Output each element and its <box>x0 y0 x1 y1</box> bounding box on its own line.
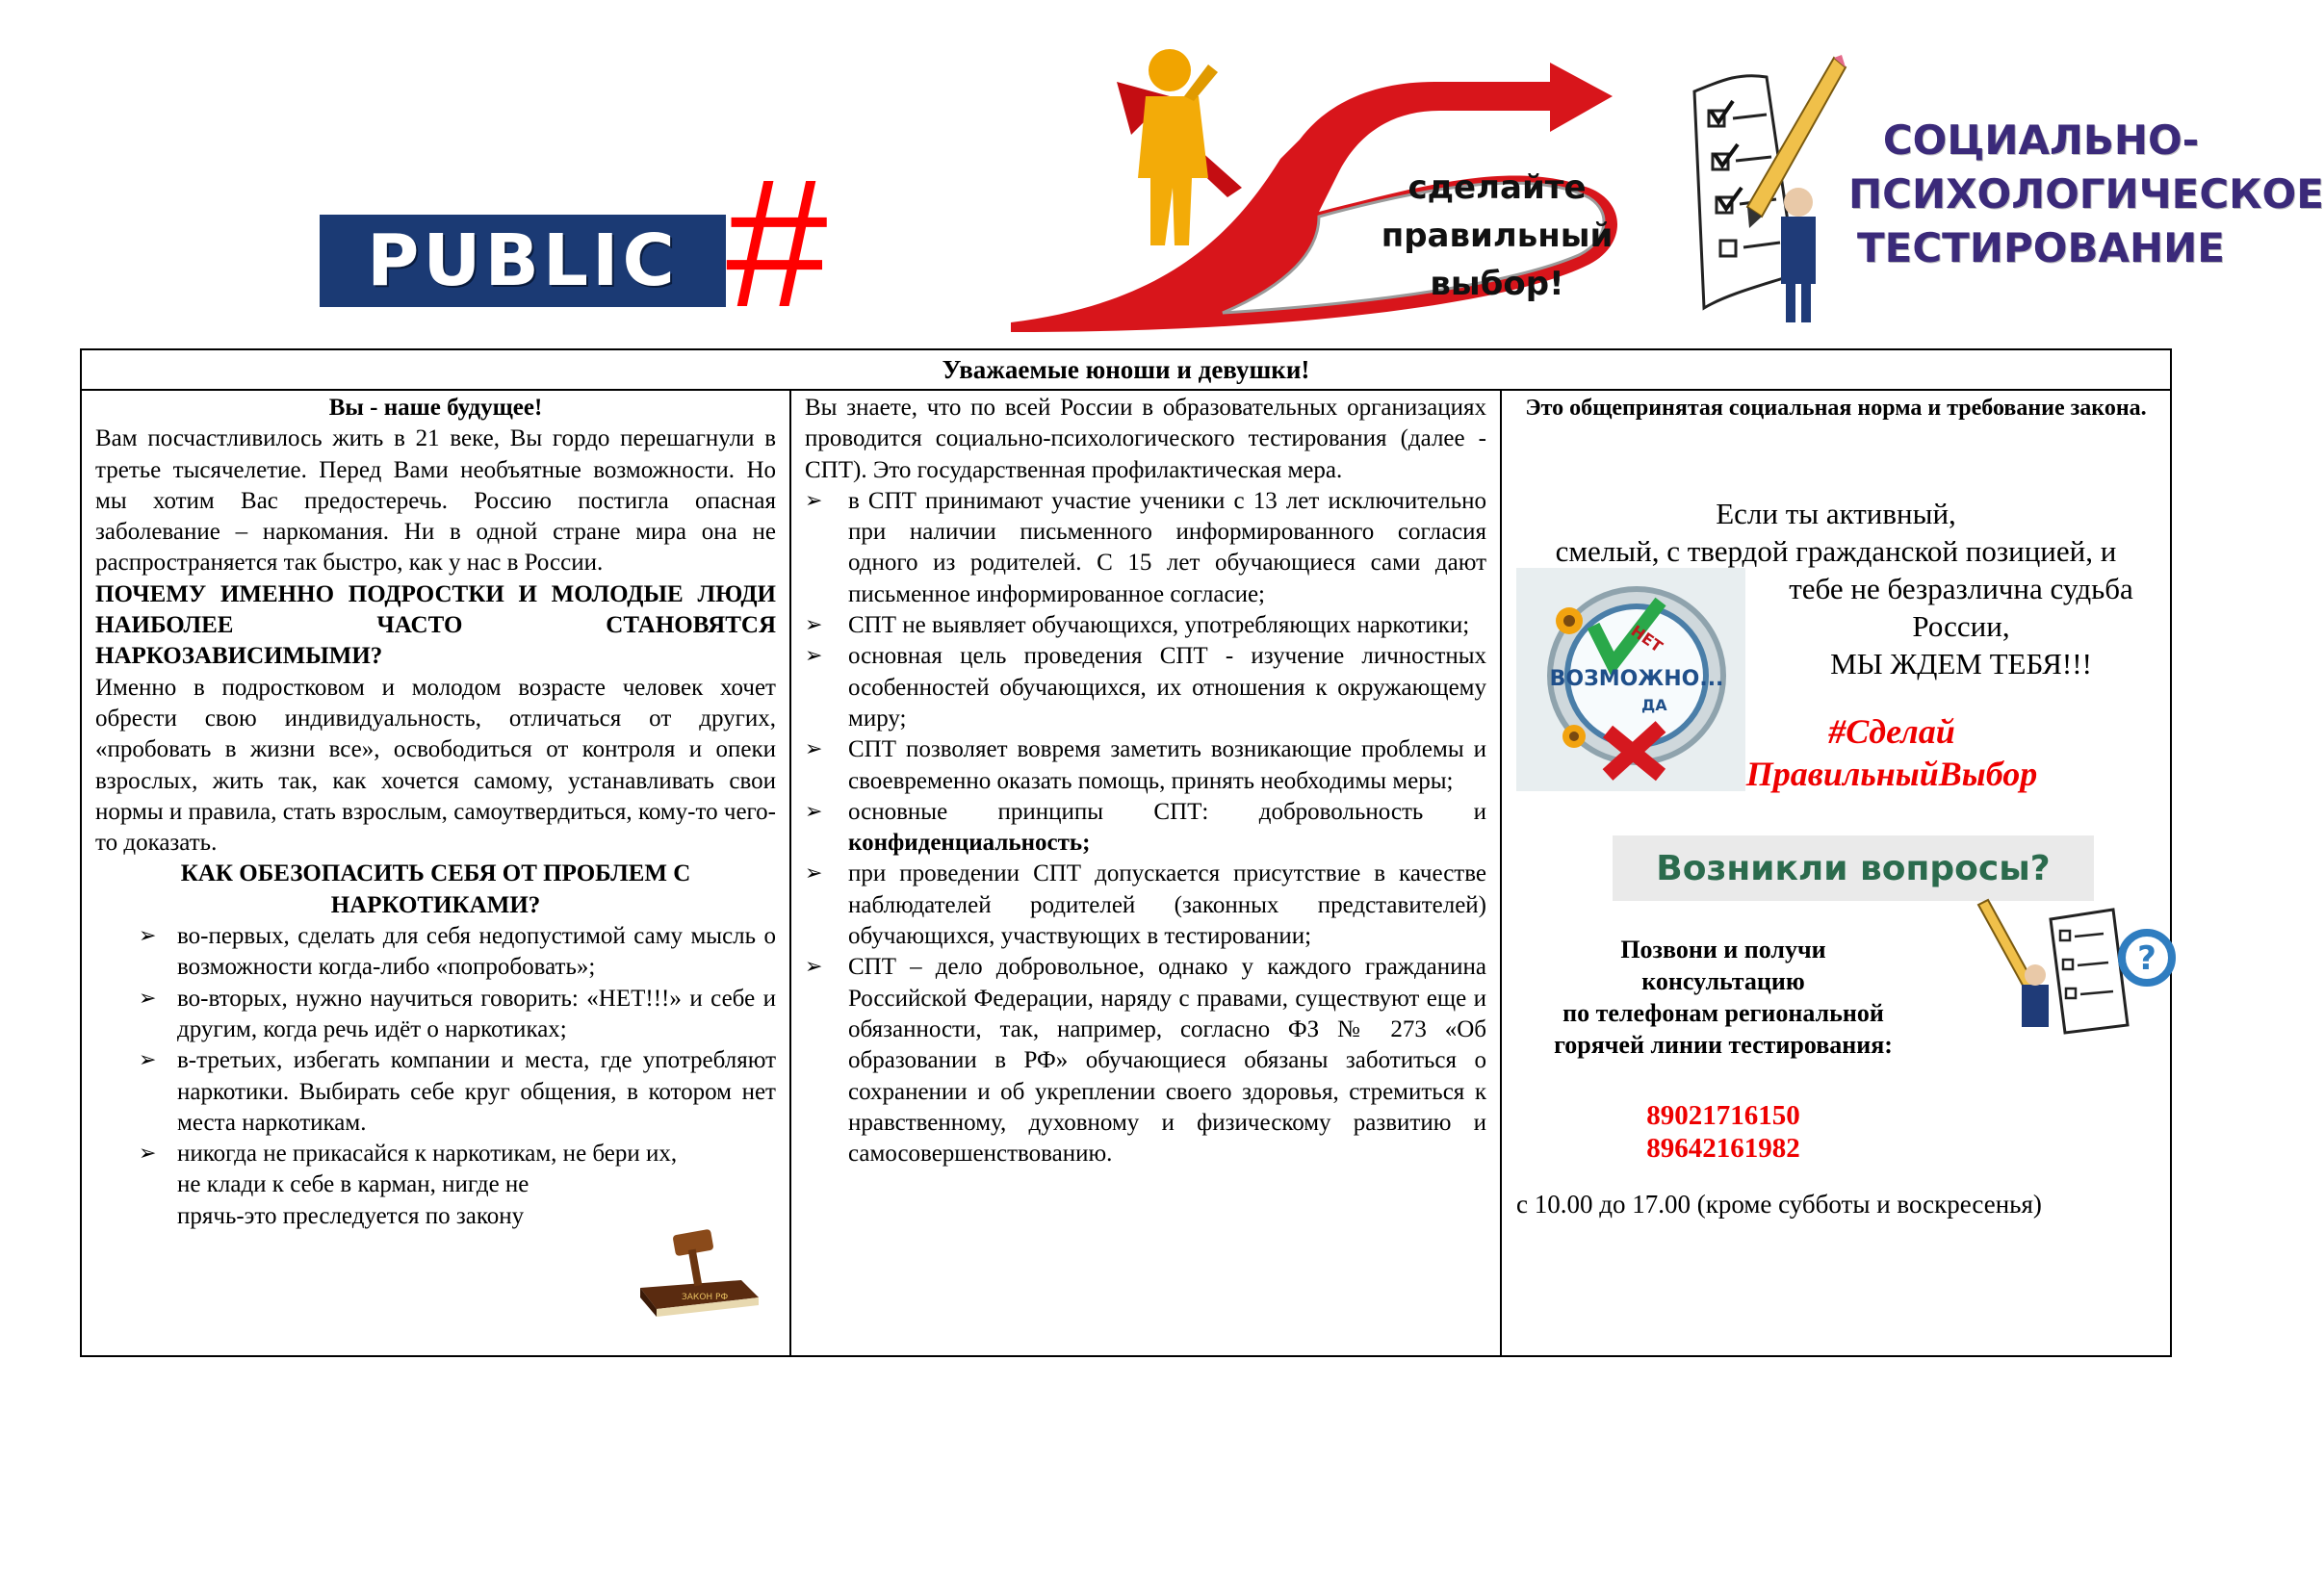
appeal-line-2: смелый, с твердой гражданской позицией, и <box>1555 534 2117 568</box>
choice-line-3: выбор! <box>1430 265 1564 303</box>
col2-bullet-list <box>805 486 1486 1170</box>
hashtag-line-1: #Сделай <box>1828 712 1955 751</box>
principles-text: основные принципы СПТ: добровольность и <box>848 798 1486 825</box>
hotline-phones <box>1511 1099 1935 1165</box>
call-line-4: горячей линии тестирования: <box>1554 1031 1893 1059</box>
call-line-1: Позвони и получи <box>1620 936 1826 963</box>
phone-number-1[interactable]: 89021716150 <box>1646 1100 1800 1131</box>
appeal-line-3: тебе не безразлична судьба <box>1789 572 2133 605</box>
list-item: ➢ СПТ не выявляет обучающихся, употребляющих наркотики; <box>805 610 1486 641</box>
spt-title <box>1848 114 2324 275</box>
list-item: ➢ при проведении СПТ допускается присутствие в качестве наблюдателей родителей (законных представителей) обучающихся, участвующих в тестировании; <box>805 859 1486 952</box>
badge-vozmozhno: ВОЗМОЖНО... <box>1549 667 1724 691</box>
principles-bold: конфиденциальность; <box>848 830 1091 857</box>
law-line-2: не клади к себе в карман, нигде не <box>177 1171 529 1198</box>
phone-number-2[interactable]: 89642161982 <box>1646 1133 1800 1164</box>
public-logo <box>320 215 726 307</box>
appeal-line-1: Если ты активный, <box>1716 497 1956 530</box>
list-item-law <box>95 1139 776 1232</box>
public-logo-text: PUBLIC <box>367 219 679 302</box>
list-item: ➢ во-первых, сделать для себя недопустимой саму мысль о возможности когда-либо «попробовать»; <box>95 921 776 984</box>
spt-title-line-1: СОЦИАЛЬНО- <box>1882 116 2200 164</box>
list-item: ➢ в СПТ принимают участие ученики с 13 лет исключительно при наличии письменного информированного согласия одного из родителей. С 15 лет обучающиеся сами дают письменное информированное согласие; <box>805 486 1486 610</box>
choice-line-1: сделайте <box>1407 168 1587 207</box>
list-item: ➢ СПТ позволяет вовремя заметить возникающие проблемы и своевременно оказать помощь, принять необходимы меры; <box>805 734 1486 797</box>
list-item: ➢ СПТ – дело добровольное, однако у каждого гражданина Российской Федерации, наряду с правами, существуют еще и обязанности, так, например, согласно ФЗ № 273 «Об образовании в РФ» обучающиеся обязаны заботиться о сохранении и об укреплении своего здоровья, стремиться к нравственному, духовному и физическому развитию и самосовершенствованию. <box>805 952 1486 1169</box>
col1-protect-heading: КАК ОБЕЗОПАСИТЬ СЕБЯ ОТ ПРОБЛЕМ С НАРКОТИКАМИ? <box>180 860 691 918</box>
list-item: ➢ в-третьих, избегать компании и места, где употребляют наркотики. Выбирать себе круг общения, в котором нет места наркотикам. <box>95 1045 776 1139</box>
call-line-2: консультацию <box>1641 967 1805 995</box>
law-book-label: ЗАКОН РФ <box>682 1293 729 1302</box>
column-spt-info <box>791 389 1502 1355</box>
questions-banner: Возникли вопросы? <box>1613 835 2094 901</box>
list-item: ➢ во-вторых, нужно научиться говорить: «НЕТ!!!» и себе и другим, когда речь идёт о наркотиках; <box>95 984 776 1046</box>
figure-face <box>1784 188 1813 217</box>
col1-question: ПОЧЕМУ ИМЕННО ПОДРОСТКИ И МОЛОДЫЕ ЛЮДИ НАИБОЛЕЕ ЧАСТО СТАНОВЯТСЯ НАРКОЗАВИСИМЫМИ? <box>95 580 776 670</box>
badge-da: ДА <box>1641 696 1667 714</box>
appeal-line-5: МЫ ЖДЕМ ТЕБЯ!!! <box>1830 647 2092 680</box>
hashtag-line-2: ПравильныйВыбор <box>1745 755 2038 793</box>
checklist-pencil-graphic <box>1680 53 1848 332</box>
figure-suit <box>1781 217 1816 284</box>
svg-text:?: ? <box>2137 939 2156 978</box>
list-item-principles <box>805 797 1486 860</box>
badge-net: НЕТ <box>1627 621 1666 656</box>
net-vozmozhno-da-badge <box>1516 568 1745 791</box>
choice-slogan <box>1343 164 1651 308</box>
figure-head <box>1149 49 1191 91</box>
appeal-line-4: России, <box>1912 609 2010 643</box>
col2-intro: Вы знаете, что по всей России в образовательных организациях проводится социально-психологического тестирования (далее - СПТ). Это государственная профилактическая мера. <box>805 395 1486 483</box>
column-future <box>82 389 791 1355</box>
call-instructions <box>1511 934 1935 1061</box>
call-line-3: по телефонам региональной <box>1562 999 1884 1027</box>
table-title: Уважаемые юноши и девушки! <box>82 350 2170 391</box>
question-checklist-graphic <box>1969 900 2171 1035</box>
law-line-1: ➢ никогда не прикасайся к наркотикам, не бери их, <box>177 1141 678 1168</box>
spt-title-line-3: ТЕСТИРОВАНИЕ <box>1857 224 2225 271</box>
hash-sign: # <box>726 141 828 346</box>
hashtag-slogan <box>1728 710 2055 795</box>
col1-intro: Вам посчастливилось жить в 21 веке, Вы гордо перешагнули в третье тысячелетие. Перед Вами необъятные возможности. Но мы хотим Вас предостеречь. Россию постигла опасная заболевание – наркомания. Ни в одной стране мира она не распространяется так быстро, как у нас в России. <box>95 425 776 577</box>
social-norm-text: Это общепринятая социальная норма и требование закона. <box>1525 396 2147 421</box>
spt-title-line-2: ПСИХОЛОГИЧЕСКОЕ <box>1848 170 2324 218</box>
list-item: ➢ основная цель проведения СПТ - изучение личностных особенностей обучающихся, их отношения к окружающему миру; <box>805 641 1486 734</box>
choice-line-2: правильный <box>1381 217 1614 255</box>
gavel-law-book-icon <box>635 1220 762 1321</box>
col1-bullet-list <box>95 921 776 1232</box>
col1-heading: Вы - наше будущее! <box>328 395 543 421</box>
law-line-3: прячь-это преследуется по закону <box>177 1202 525 1229</box>
hotline-hours: с 10.00 до 17.00 (кроме субботы и воскресенья) <box>1516 1190 2042 1219</box>
figure-body <box>1138 96 1208 245</box>
col1-answer: Именно в подростковом и молодом возрасте человек хочет обрести свою индивидуальность, отличаться от других, «пробовать в жизни все», освободиться от контроля и опеки взрослых, жить так, как хочется самому, устанавливать свои нормы и правила, стать взрослым, самоутвердиться, кому-то чего-то доказать. <box>95 674 776 857</box>
